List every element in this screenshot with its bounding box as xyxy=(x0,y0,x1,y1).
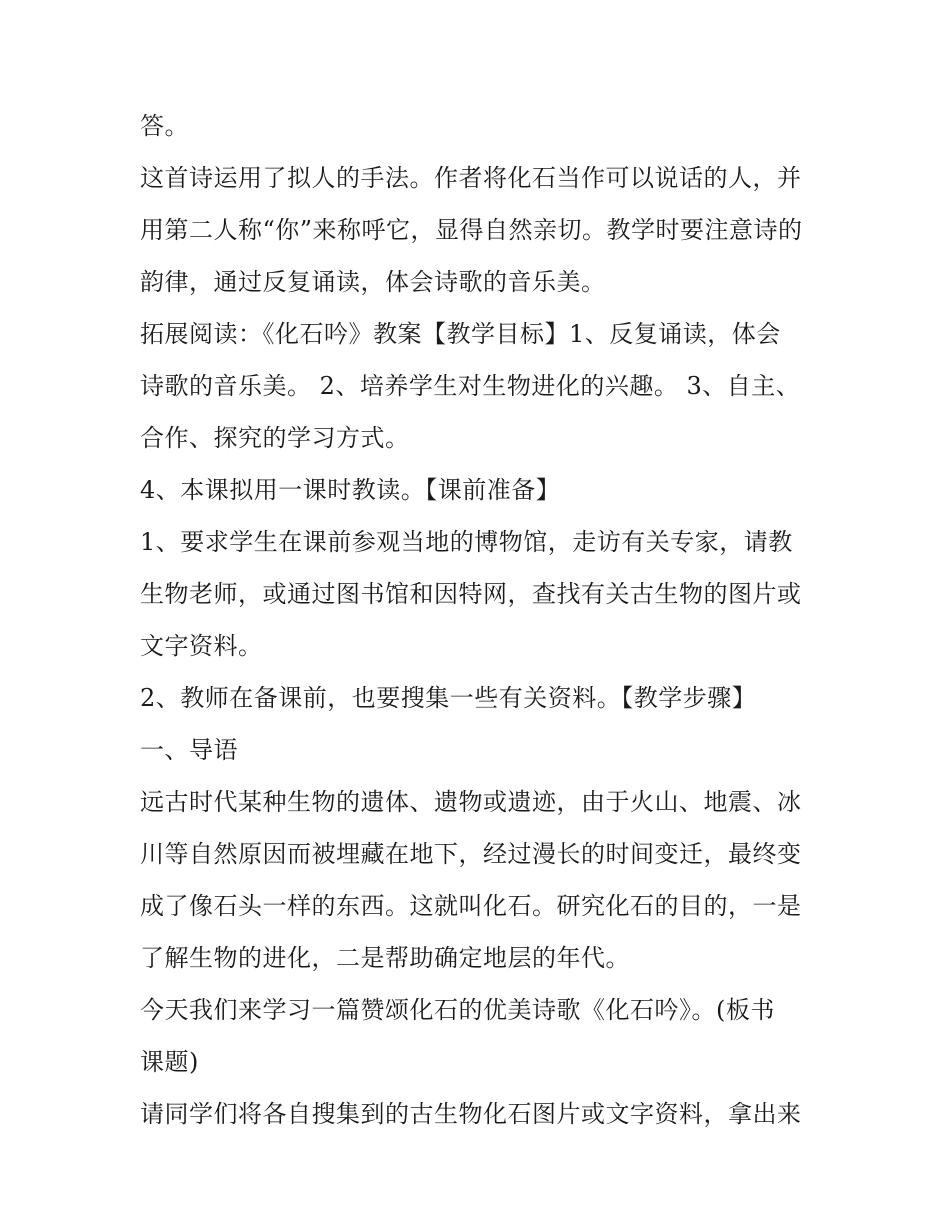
text-line: 成了像石头一样的东西。这就叫化石。研究化石的目的，一是 xyxy=(140,892,802,920)
text-line: 了解生物的进化，二是帮助确定地层的年代。 xyxy=(140,944,630,972)
text-line: 4、本课拟用一课时教读。【课前准备】 xyxy=(140,476,561,504)
text-line: 今天我们来学习一篇赞颂化石的优美诗歌《化石吟》。(板书 xyxy=(140,996,775,1024)
document-body xyxy=(140,100,820,1140)
text-line: 答。 xyxy=(140,112,189,140)
text-line: 1、要求学生在课前参观当地的博物馆，走访有关专家，请教 xyxy=(140,528,793,556)
text-line: 拓展阅读：《化石吟》教案【教学目标】1、反复诵读，体会 xyxy=(140,320,781,348)
text-line: 这首诗运用了拟人的手法。作者将化石当作可以说话的人，并 xyxy=(140,164,802,192)
text-line: 用第二人称“你”来称呼它，显得自然亲切。教学时要注意诗的 xyxy=(140,216,803,244)
text-line: 2、教师在备课前，也要搜集一些有关资料。【教学步骤】 xyxy=(140,684,757,712)
text-line: 川等自然原因而被埋藏在地下，经过漫长的时间变迁，最终变 xyxy=(140,840,802,868)
text-line: 生物老师，或通过图书馆和因特网，查找有关古生物的图片或 xyxy=(140,580,802,608)
text-line: 课题) xyxy=(140,1048,199,1076)
text-line: 文字资料。 xyxy=(140,632,263,660)
section-heading: 一、导语 xyxy=(140,736,238,764)
text-line: 韵律，通过反复诵读，体会诗歌的音乐美。 xyxy=(140,268,606,296)
text-line: 请同学们将各自搜集到的古生物化石图片或文字资料，拿出来 xyxy=(140,1100,802,1128)
text-line: 诗歌的音乐美。 2、培养学生对生物进化的兴趣。 3、自主、 xyxy=(140,372,801,400)
text-line: 合作、探究的学习方式。 xyxy=(140,424,410,452)
text-line: 远古时代某种生物的遗体、遗物或遗迹，由于火山、地震、冰 xyxy=(140,788,802,816)
